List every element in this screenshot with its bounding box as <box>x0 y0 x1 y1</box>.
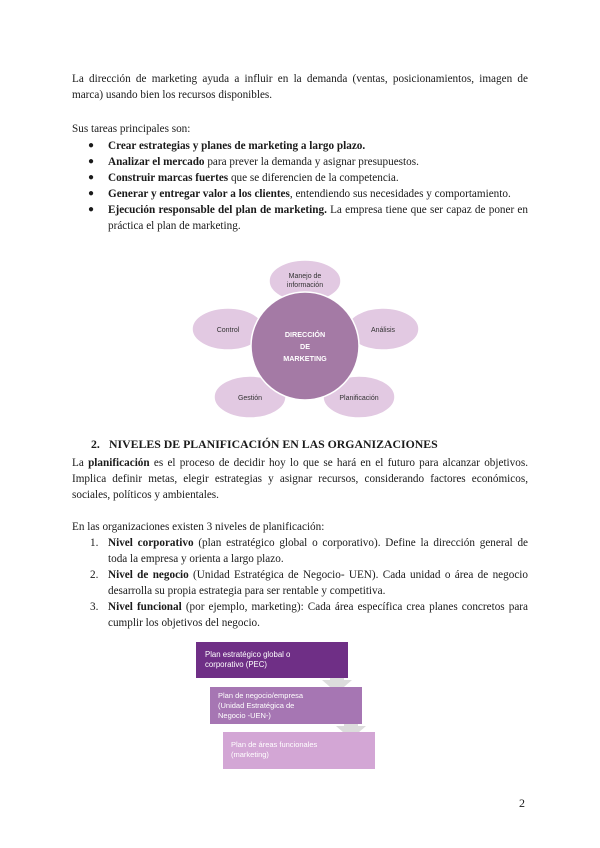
marketing-direction-diagram <box>188 256 426 422</box>
box2-line2: (Unidad Estratégica de <box>218 701 295 710</box>
bullet-icon: ● <box>88 172 95 183</box>
planning-paragraph: La planificación es el proceso de decidir hoy lo que se hará en el futuro para alcanzar objetivos. Implica definir metas, elegir estrategias y asignar recursos, considerando factores económicos, sociales, políticos y ambientales. <box>72 457 529 501</box>
tasks-list <box>86 138 528 234</box>
top-label-line2: información <box>286 282 324 289</box>
planning-levels-diagram <box>194 640 380 772</box>
box3-line2: (marketing) <box>231 750 269 759</box>
bullet-icon: ● <box>88 156 95 167</box>
list-item: 2. Nivel de negocio (Unidad Estratégica de Negocio- UEN). Cada unidad o área de negocio desarrolla su propia estrategia para ser rentable y competitiva. <box>90 569 528 597</box>
center-label-line1: DIRECCIÓN <box>284 330 326 339</box>
center-label-line2: DE <box>300 342 310 351</box>
list-item: 3. Nivel funcional (por ejemplo, marketing): Cada área específica crea planes concretos para cumplir los objetivos del negocio. <box>90 601 528 629</box>
intro-paragraph: La dirección de marketing ayuda a influir en la demanda (ventas, posicionamientos, imagen de marca) usando bien los recursos disponibles. <box>72 73 528 101</box>
box3-line1: Plan de áreas funcionales <box>231 740 318 749</box>
right-label: Análisis <box>370 327 396 334</box>
list-item: 1. Nivel corporativo (plan estratégico global o corporativo). Define la dirección general de toda la empresa y orienta a largo plazo. <box>90 537 529 565</box>
left-label: Control <box>216 327 240 334</box>
levels-intro: En las organizaciones existen 3 niveles de planificación: <box>72 521 325 533</box>
bullet-icon: ● <box>88 140 95 151</box>
section-heading: 2. NIVELES DE PLANIFICACIÓN EN LAS ORGANIZACIONES <box>91 437 438 451</box>
bottom-right-label: Planificación <box>339 395 379 402</box>
list-item: ● Crear estrategias y planes de marketing a largo plazo. <box>88 140 366 152</box>
list-item: ● Generar y entregar valor a los clientes, entendiendo sus necesidades y comportamiento. <box>88 188 511 200</box>
bullet-icon: ● <box>88 204 95 215</box>
levels-list <box>86 535 528 631</box>
box1-line1: Plan estratégico global o <box>205 650 291 659</box>
page-number: 2 <box>519 796 525 810</box>
bullet-icon: ● <box>88 188 95 199</box>
box2-line3: Negocio -UEN-) <box>218 711 271 720</box>
bottom-left-label: Gestión <box>237 395 263 402</box>
box2-line1: Plan de negocio/empresa <box>218 691 304 700</box>
top-label-line1: Manejo de <box>288 273 322 280</box>
center-label-line3: MARKETING <box>283 354 327 363</box>
list-item: ● Construir marcas fuertes que se diferencien de la competencia. <box>88 172 399 184</box>
list-item: ● Ejecución responsable del plan de marketing. La empresa tiene que ser capaz de poner en práctica el plan de marketing. <box>88 204 528 232</box>
tasks-heading: Sus tareas principales son: <box>72 123 191 135</box>
list-item: ● Analizar el mercado para prever la demanda y asignar presupuestos. <box>88 156 419 168</box>
box1-line2: corporativo (PEC) <box>205 660 267 669</box>
